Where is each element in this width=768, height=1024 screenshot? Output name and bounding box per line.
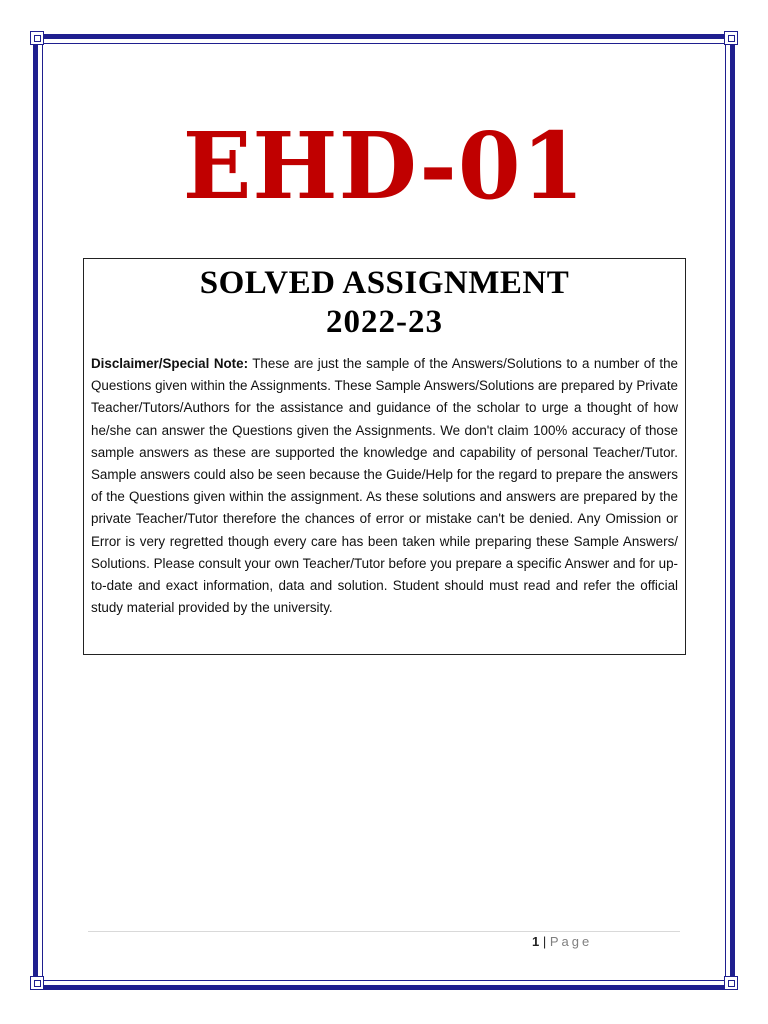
heading-session-year: 2022-23 [326,304,443,340]
border-corner-bottom-left [30,976,44,990]
border-corner-top-right [724,31,738,45]
heading-solved-assignment: SOLVED ASSIGNMENT [199,265,570,301]
disclaimer-paragraph [91,353,678,619]
page-footer [532,934,592,949]
border-corner-bottom-right [724,976,738,990]
footer-separator: | [539,934,550,949]
page-label: Page [549,934,593,949]
disclaimer-label: Disclaimer/Special Note: [91,356,249,371]
disclaimer-text: These are just the sample of the Answers/Solutions to a number of the Questions given within the Assignments. These Sample Answers/Solutions are prepared by Private Teacher/Tutors/Authors for the assistance and guidance of the scholar to urge a thought of how he/she can answer the Questions given the Assignments. We don't claim 100% accuracy of those sample answers as these are supported the knowledge and capability of personal Teacher/Tutor. Sample answers could also be seen because the Guide/Help for the regard to prepare the answers of the Questions given within the assignment. As these solutions and answers are prepared by the private Teacher/Tutor therefore the chances of error or mistake can't be denied. Any Omission or Error is very regretted though every care has been taken while preparing these Sample Answers/ Solutions. Please consult your own Teacher/Tutor before you prepare a specific Answer and for up-to-date and exact information, data and solution. Student should must read and refer the official study material provided by the university. [91,356,678,616]
document-title: EHD-01 [182,112,586,220]
footer-divider [88,931,680,932]
page-number: 1 [532,934,540,949]
border-corner-top-left [30,31,44,45]
disclaimer-box [83,258,686,655]
